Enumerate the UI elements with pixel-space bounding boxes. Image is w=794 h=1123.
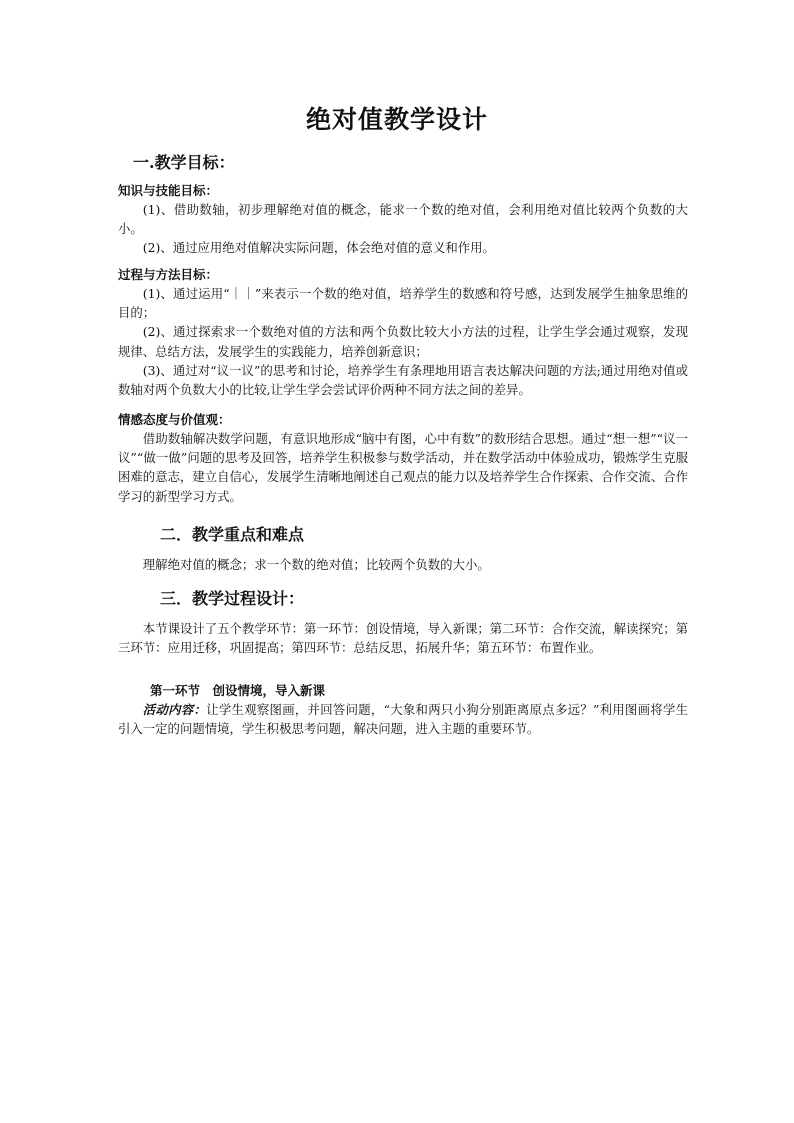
step1-activity-text: 让学生观察图画，并回答问题，“大象和两只小狗分别距离原点多远？”利用图画将学生引入一定的问题情境，学生积极思考问题，解决问题，进入主题的重要环节。 bbox=[118, 702, 689, 737]
subheading-attitude-values: 情感态度与价值观： bbox=[118, 412, 231, 427]
attitude-paragraph: 借助数轴解决数学问题，有意识地形成“脑中有图，心中有数”的数形结合思想。通过“想一想”“议一议”“做一做”问题的思考及回答，培养学生积极参与数学活动，并在数学活动中体验成功，锻炼学生克服困难的意志，建立自信心，发展学生清晰地阐述自己观点的能力以及培养学生合作探索、合作交流、合作学习的新型学习方式。 bbox=[118, 431, 688, 504]
section-heading-process-design: 三．教学过程设计： bbox=[160, 589, 305, 608]
process-design-paragraph: 本节课设计了五个教学环节：第一环节：创设情境，导入新课；第二环节：合作交流，解读探究；第三环节：应用迁移，巩固提高；第四环节：总结反思，拓展升华；第五环节：布置作业。 bbox=[118, 621, 688, 656]
step1-paragraph bbox=[118, 700, 688, 738]
subheading-knowledge-skills: 知识与技能目标： bbox=[118, 183, 219, 198]
attitude-values-block bbox=[118, 429, 688, 506]
key-points-paragraph: 理解绝对值的概念；求一个数的绝对值；比较两个负数的大小。 bbox=[142, 557, 490, 572]
step1-heading: 第一环节 创设情境，导入新课 bbox=[150, 683, 326, 698]
process-item-3: (3)、通过对“议一议”的思考和讨论，培养学生有条理地用语言表达解决问题的方法;通过用绝对值或数轴对两个负数大小的比较,让学生学会尝试评价两种不同方法之间的差异。 bbox=[118, 362, 688, 398]
process-item-2: (2)、通过探索求一个数绝对值的方法和两个负数比较大小方法的过程，让学生学会通过观察，发现规律、总结方法，发展学生的实践能力，培养创新意识； bbox=[118, 324, 688, 359]
subheading-process-methods: 过程与方法目标： bbox=[118, 267, 219, 282]
section-heading-key-points: 二．教学重点和难点 bbox=[160, 525, 305, 544]
process-methods-block bbox=[118, 284, 688, 399]
process-item-1: (1)、通过运用“｜｜”来表示一个数的绝对值，培养学生的数感和符号感，达到发展学生抽象思维的目的； bbox=[118, 286, 688, 321]
section-heading-objectives: 一.教学目标： bbox=[133, 153, 235, 172]
knowledge-item-1: (1)、借助数轴，初步理解绝对值的概念，能求一个数的绝对值，会利用绝对值比较两个负数的大小。 bbox=[118, 202, 688, 237]
knowledge-skills-block bbox=[118, 200, 688, 258]
document-title: 绝对值教学设计 bbox=[305, 105, 488, 134]
step1-activity-label: 活动内容： bbox=[142, 702, 207, 717]
key-points-block bbox=[118, 555, 688, 574]
process-design-block bbox=[118, 619, 688, 657]
knowledge-item-2: (2)、通过应用绝对值解决实际问题，体会绝对值的意义和作用。 bbox=[142, 240, 495, 256]
step1-block bbox=[118, 700, 688, 738]
